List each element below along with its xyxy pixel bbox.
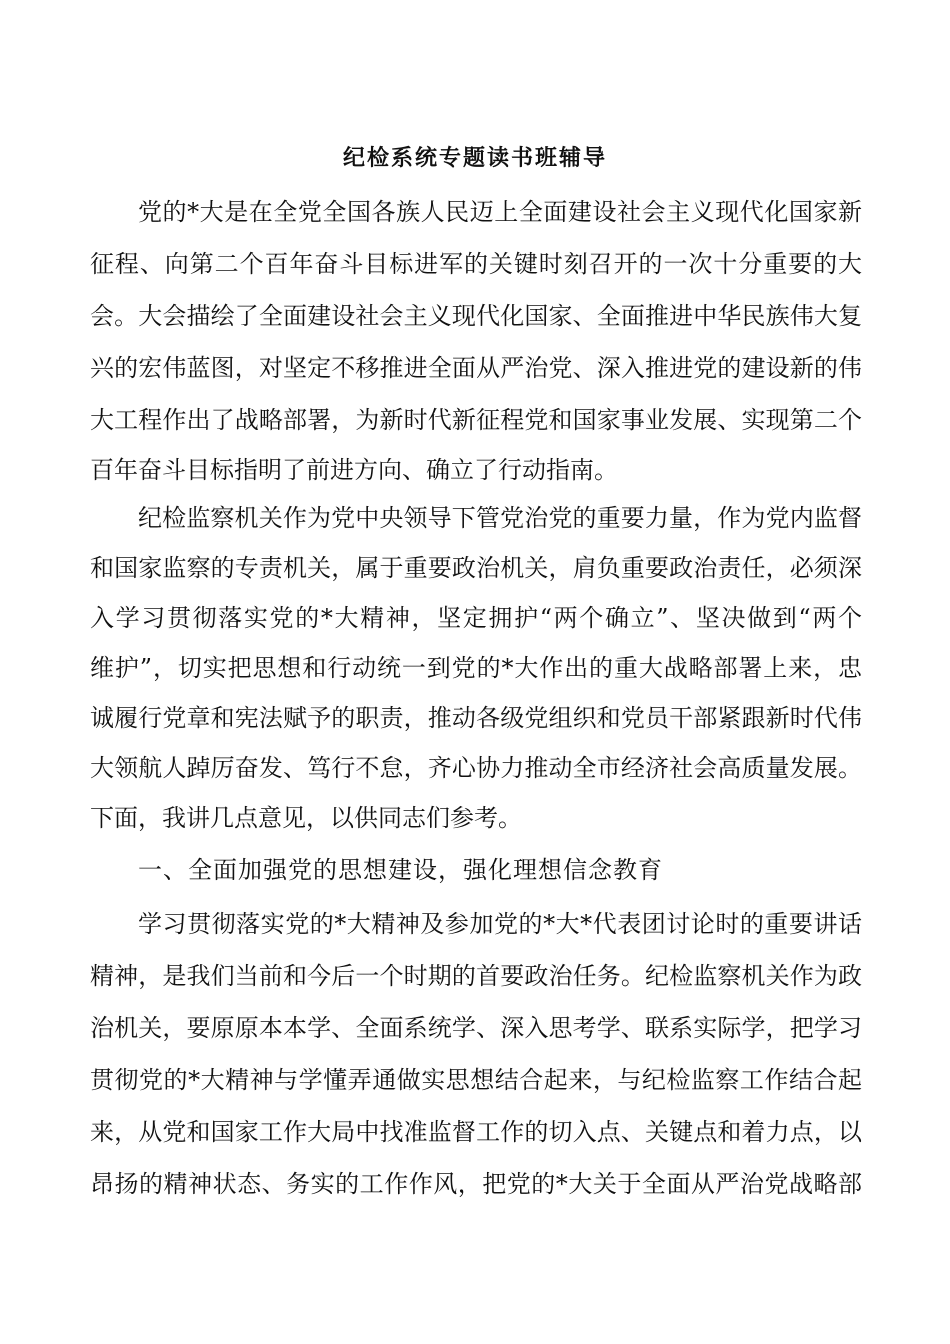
paragraph-line: 维护”，切实把思想和行动统一到党的*大作出的重大战略部署上来，忠 xyxy=(90,654,862,682)
paragraph-line: 诚履行党章和宪法赋予的职责，推动各级党组织和党员干部紧跟新时代伟 xyxy=(90,704,862,732)
paragraph-line: 下面，我讲几点意见，以供同志们参考。 xyxy=(90,804,522,832)
paragraph-line: 百年奋斗目标指明了前进方向、确立了行动指南。 xyxy=(90,456,618,484)
paragraph-line: 精神，是我们当前和今后一个时期的首要政治任务。纪检监察机关作为政 xyxy=(90,962,862,990)
paragraph-line: 贯彻党的*大精神与学懂弄通做实思想结合起来，与纪检监察工作结合起 xyxy=(90,1066,862,1094)
paragraph-line: 来，从党和国家工作大局中找准监督工作的切入点、关键点和着力点，以 xyxy=(90,1118,862,1146)
paragraph-line: 昂扬的精神状态、务实的工作作风，把党的*大关于全面从严治党战略部 xyxy=(90,1170,862,1198)
paragraph-line: 征程、向第二个百年奋斗目标进军的关键时刻召开的一次十分重要的大 xyxy=(90,250,862,278)
paragraph-line: 大工程作出了战略部署，为新时代新征程党和国家事业发展、实现第二个 xyxy=(90,406,862,434)
paragraph-line: 兴的宏伟蓝图，对坚定不移推进全面从严治党、深入推进党的建设新的伟 xyxy=(90,354,862,382)
paragraph-line: 治机关，要原原本本学、全面系统学、深入思考学、联系实际学，把学习 xyxy=(90,1014,862,1042)
paragraph-line: 和国家监察的专责机关，属于重要政治机关，肩负重要政治责任，必须深 xyxy=(90,554,862,582)
paragraph-line: 纪检监察机关作为党中央领导下管党治党的重要力量，作为党内监督 xyxy=(138,504,862,532)
document-title: 纪检系统专题读书班辅导 xyxy=(342,145,607,171)
paragraph-line: 会。大会描绘了全面建设社会主义现代化国家、全面推进中华民族伟大复 xyxy=(90,302,862,330)
paragraph-line: 学习贯彻落实党的*大精神及参加党的*大*代表团讨论时的重要讲话 xyxy=(138,910,862,938)
section-heading: 一、全面加强党的思想建设，强化理想信念教育 xyxy=(138,856,663,884)
paragraph-line: 大领航人踔厉奋发、笃行不怠，齐心协力推动全市经济社会高质量发展。 xyxy=(90,754,862,782)
paragraph-line: 入学习贯彻落实党的*大精神，坚定拥护“两个确立”、坚决做到“两个 xyxy=(90,604,862,632)
paragraph-line: 党的*大是在全党全国各族人民迈上全面建设社会主义现代化国家新 xyxy=(138,198,862,226)
